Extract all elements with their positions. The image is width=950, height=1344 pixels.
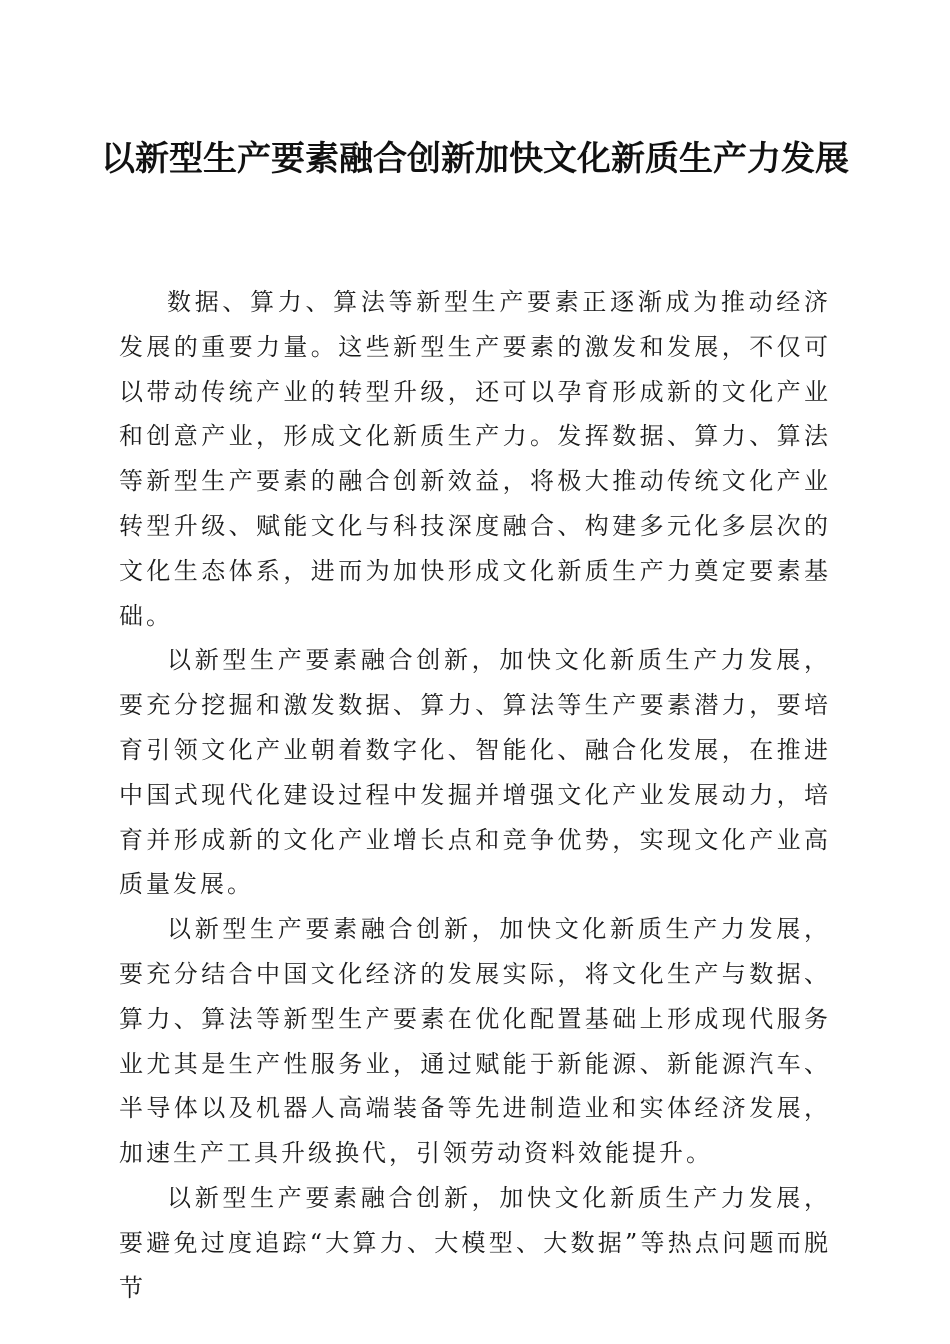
document-title: 以新型生产要素融合创新加快文化新质生产力发展 <box>101 139 849 179</box>
paragraph-4: 以新型生产要素融合创新，加快文化新质生产力发展，要避免过度追踪“大算力、大模型、大数据”等热点问题而脱节 <box>119 1183 831 1302</box>
paragraph-3: 以新型生产要素融合创新，加快文化新质生产力发展，要充分结合中国文化经济的发展实际，将文化生产与数据、算力、算法等新型生产要素在优化配置基础上形成现代服务业尤其是生产性服务业，通过赋能于新能源、新能源汽车、半导体以及机器人高端装备等先进制造业和实体经济发展，加速生产工具升级换代，引领劳动资料效能提升。 <box>119 915 831 1168</box>
paragraph-2: 以新型生产要素融合创新，加快文化新质生产力发展，要充分挖掘和激发数据、算力、算法等生产要素潜力，要培育引领文化产业朝着数字化、智能化、融合化发展，在推进中国式现代化建设过程中发掘并增强文化产业发展动力，培育并形成新的文化产业增长点和竞争优势，实现文化产业高质量发展。 <box>119 646 831 899</box>
paragraph-1: 数据、算力、算法等新型生产要素正逐渐成为推动经济发展的重要力量。这些新型生产要素的激发和发展，不仅可以带动传统产业的转型升级，还可以孕育形成新的文化产业和创意产业，形成文化新质生产力。发挥数据、算力、算法等新型生产要素的融合创新效益，将极大推动传统文化产业转型升级、赋能文化与科技深度融合、构建多元化多层次的文化生态体系，进而为加快形成文化新质生产力奠定要素基础。 <box>119 288 831 630</box>
document-body <box>119 280 831 1310</box>
